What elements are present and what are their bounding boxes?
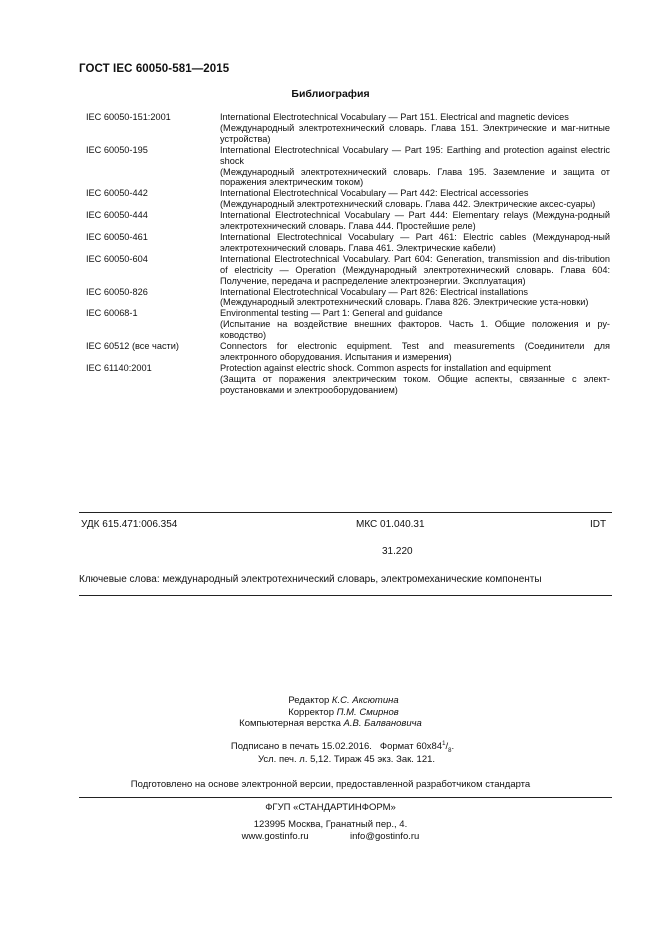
bibliography-item-translation: (Защита от поражения электрическим током. Общие аспекты, связанные с элект-роустановками и электрооборудованием) [220, 373, 610, 395]
publisher-name: ФГУП «СТАНДАРТИНФОРМ» [265, 802, 396, 813]
bibliography-item-translation: (Международный электротехнический словарь. Глава 442. Электрические аксес-суары) [220, 199, 596, 210]
bibliography-item-title: International Electrotechnical Vocabulary — Part 195: Earthing and protection against electric shock [220, 144, 610, 166]
bibliography-item [86, 363, 610, 396]
divider-middle [79, 595, 612, 596]
publisher-contacts [0, 831, 661, 842]
bibliography-list [86, 112, 610, 396]
editor-label: Редактор [288, 695, 330, 706]
bibliography-item-code: IEC 60050-461 [86, 231, 148, 242]
bibliography-item-code: IEC 60050-442 [86, 188, 148, 199]
bibliography-item-title: International Electrotechnical Vocabulary — Part 461: Electric cables (Международ-ный электротехнический словарь. Глава 461. Электрические кабели) [220, 231, 610, 253]
keywords: Ключевые слова: международный электротехнический словарь, электромеханические компоненты [79, 574, 542, 585]
format-suffix: . [451, 741, 455, 753]
bibliography-item-translation: (Международный электротехнический словарь. Глава 195. Заземление и защита от поражения электрическим током) [220, 166, 610, 188]
bibliography-item [86, 188, 610, 210]
bibliography-item-code: IEC 60050-151:2001 [86, 112, 171, 122]
bibliography-item-code: IEC 60050-195 [86, 144, 148, 155]
layout-name: А.В. Балвановича [343, 718, 422, 729]
signed-date: Подписано в печать 15.02.2016. [230, 741, 372, 753]
format-sup: 1 [442, 741, 446, 747]
bibliography-item-code: IEC 60050-444 [86, 210, 148, 221]
bibliography-item-text [220, 287, 610, 309]
bibliography-item-code: IEC 60050-604 [86, 253, 148, 264]
format-prefix: Формат 60x84 [379, 741, 443, 753]
divider-bottom [79, 797, 612, 798]
corrector-name: П.М. Смирнов [336, 707, 399, 718]
bibliography-item-text [220, 363, 610, 396]
bibliography-title: Библиография [291, 88, 370, 100]
bibliography-item [86, 287, 610, 309]
document-code: ГОСТ IEC 60050-581—2015 [79, 63, 230, 75]
bibliography-item-code: IEC 60512 (все части) [86, 341, 179, 352]
corrector-line [0, 707, 661, 718]
email-link[interactable]: info@gostinfo.ru [350, 831, 420, 842]
udk-code: УДК 615.471:006.354 [81, 519, 178, 530]
bibliography-item-title: International Electrotechnical Vocabulary. Part 604: Generation, transmission and dis-tribution of electricity — Operation (Международный электротехнический словарь. Глава 604: Получение, передача и распределение электроэнергии. Эксплуатация) [220, 253, 610, 286]
bibliography-item [86, 112, 610, 145]
publisher-address: 123995 Москва, Гранатный пер., 4. [253, 819, 408, 830]
bibliography-item-text [220, 232, 610, 254]
bibliography-item-text [220, 210, 610, 232]
mks-code-line2: 31.220 [382, 546, 413, 557]
editor-line [0, 695, 661, 706]
bibliography-item-text [220, 254, 610, 287]
bibliography-item-code: IEC 60068-1 [86, 308, 138, 319]
print-info: Усл. печ. л. 5,12. Тираж 45 экз. Зак. 121. [257, 754, 436, 765]
divider-top [79, 512, 612, 513]
bibliography-item [86, 308, 610, 341]
bibliography-item-title: Connectors for electronic equipment. Test and measurements (Соединители для электронного оборудования. Испытания и измерения) [220, 341, 610, 362]
mks-code-line1: МКС 01.040.31 [356, 519, 425, 530]
bibliography-item-text [220, 112, 610, 145]
idt-marker: IDT [590, 519, 607, 530]
bibliography-item-title: International Electrotechnical Vocabulary — Part 442: Electrical accessories [220, 188, 529, 199]
bibliography-item-title: International Electrotechnical Vocabulary — Part 151. Electrical and magnetic devices [220, 112, 569, 122]
bibliography-item-text [220, 341, 610, 363]
bibliography-item-title: International Electrotechnical Vocabulary — Part 826: Electrical installations [220, 286, 528, 297]
bibliography-item-code: IEC 61140:2001 [86, 362, 152, 373]
corrector-label: Корректор [288, 707, 334, 718]
bibliography-item-code: IEC 60050-826 [86, 286, 148, 297]
editor-name: К.С. Аксютина [331, 695, 399, 706]
layout-line [0, 718, 661, 729]
bibliography-item-title: International Electrotechnical Vocabulary — Part 444: Elementary relays (Междуна-родный электротехнический словарь. Глава 444. Простейшие реле) [220, 210, 610, 232]
prepared-note: Подготовлено на основе электронной версии, предоставленной разработчиком стандарта [130, 779, 531, 790]
bibliography-item [86, 341, 610, 363]
bibliography-item-text [220, 188, 610, 210]
bibliography-item-translation: (Международный электротехнический словарь. Глава 826. Электрические уста-новки) [220, 297, 589, 308]
signed-line: Подписано в печать 15.02.2016. Формат $60x84^1/_8$. [230, 741, 455, 755]
bibliography-item [86, 210, 610, 232]
bibliography-item-text [220, 308, 610, 341]
bibliography-item [86, 232, 610, 254]
bibliography-item-text [220, 145, 610, 189]
website-link[interactable]: www.gostinfo.ru [241, 831, 309, 842]
bibliography-item-translation: (Испытание на воздействие внешних факторов. Часть 1. Общие положения и ру-ководство) [220, 319, 610, 341]
bibliography-item-title: Environmental testing — Part 1: General and guidance [220, 308, 443, 319]
bibliography-item [86, 254, 610, 287]
bibliography-item-translation: (Международный электротехнический словарь. Глава 151. Электрические и маг-нитные устройства) [220, 122, 610, 144]
layout-label: Компьютерная верстка [239, 718, 341, 729]
format-sub: 8 [448, 748, 452, 755]
bibliography-item [86, 145, 610, 189]
bibliography-item-title: Protection against electric shock. Common aspects for installation and equipment [220, 362, 551, 373]
